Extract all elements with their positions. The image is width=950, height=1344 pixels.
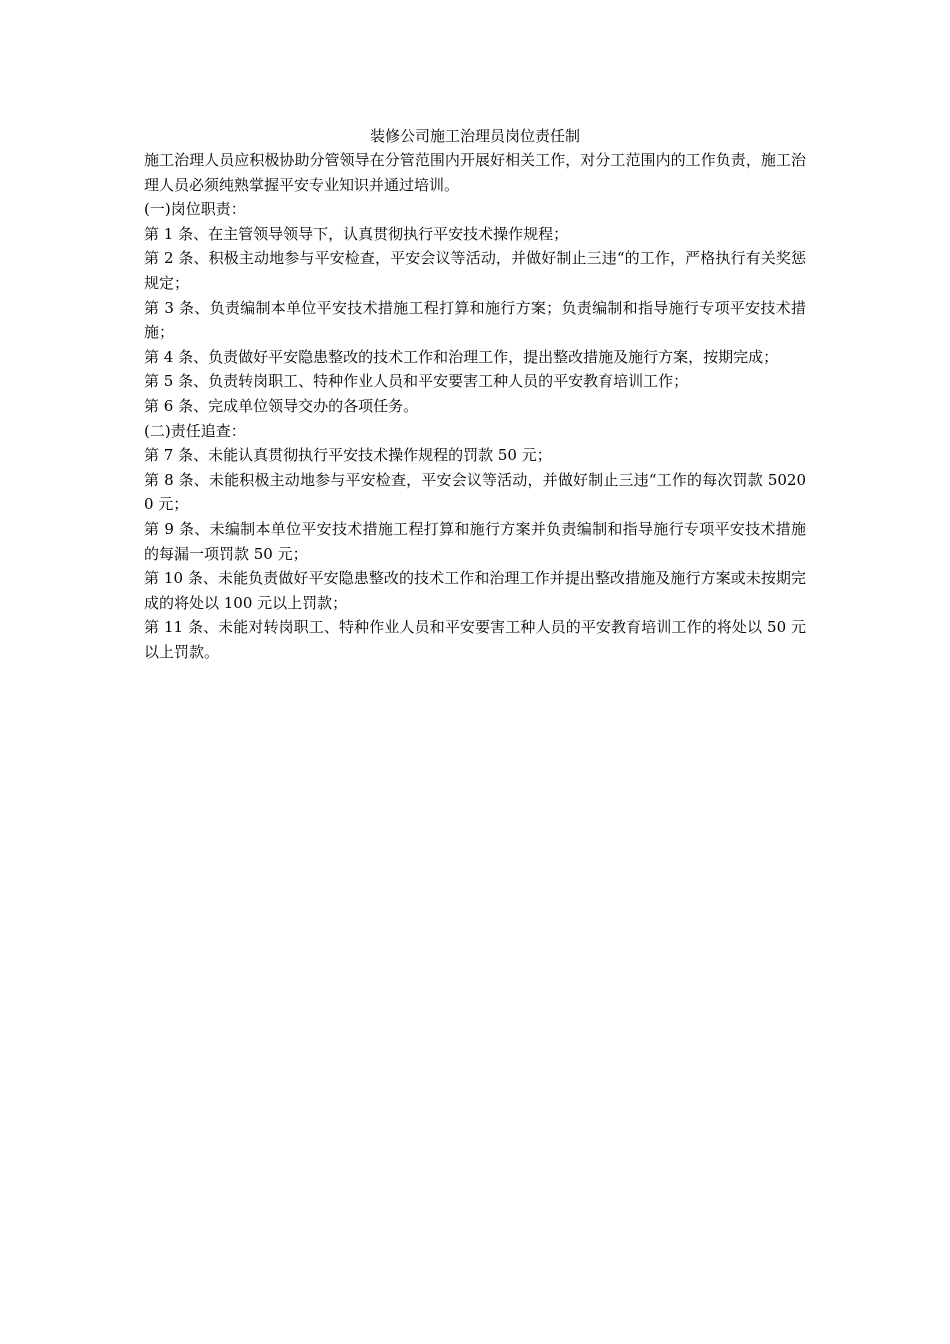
document-page — [144, 124, 806, 664]
article-7: 第 7 条、未能认真贯彻执行平安技术操作规程的罚款 50 元； — [144, 446, 552, 465]
article-3: 第 3 条、负责编制本单位平安技术措施工程打算和施行方案；负责编制和指导施行专项平安技术措施； — [144, 298, 806, 342]
article-5: 第 5 条、负责转岗职工、特种作业人员和平安要害工种人员的平安教育培训工作； — [144, 372, 689, 391]
document-title: 装修公司施工治理员岗位责任制 — [369, 127, 580, 145]
article-1: 第 1 条、在主管领导领导下，认真贯彻执行平安技术操作规程； — [144, 224, 569, 243]
article-9: 第 9 条、未编制本单位平安技术措施工程打算和施行方案并负责编制和指导施行专项平安技术措施的每漏一项罚款 50 元； — [144, 519, 806, 563]
article-2: 第 2 条、积极主动地参与平安检查，平安会议等活动，并做好制止三违“的工作，严格执行有关奖惩规定； — [144, 249, 806, 292]
article-11: 第 11 条、未能对转岗职工、特种作业人员和平安要害工种人员的平安教育培训工作的将处以 50 元以上罚款。 — [144, 618, 806, 661]
section-heading-accountability: (二)责任追查： — [144, 421, 246, 440]
article-4: 第 4 条、负责做好平安隐患整改的技术工作和治理工作，提出整改措施及施行方案，按期完成； — [144, 347, 779, 366]
intro-paragraph: 施工治理人员应积极协助分管领导在分管范围内开展好相关工作，对分工范围内的工作负责，施工治理人员必须纯熟掌握平安专业知识并通过培训。 — [144, 151, 806, 194]
article-6: 第 6 条、完成单位领导交办的各项任务。 — [144, 396, 419, 415]
article-8: 第 8 条、未能积极主动地参与平安检查，平安会议等活动，并做好制止三违“工作的每次罚款 50200 元； — [144, 470, 806, 514]
section-heading-duties: (一)岗位职责： — [144, 200, 246, 219]
article-10: 第 10 条、未能负责做好平安隐患整改的技术工作和治理工作并提出整改措施及施行方案或未按期完成的将处以 100 元以上罚款； — [144, 569, 806, 612]
